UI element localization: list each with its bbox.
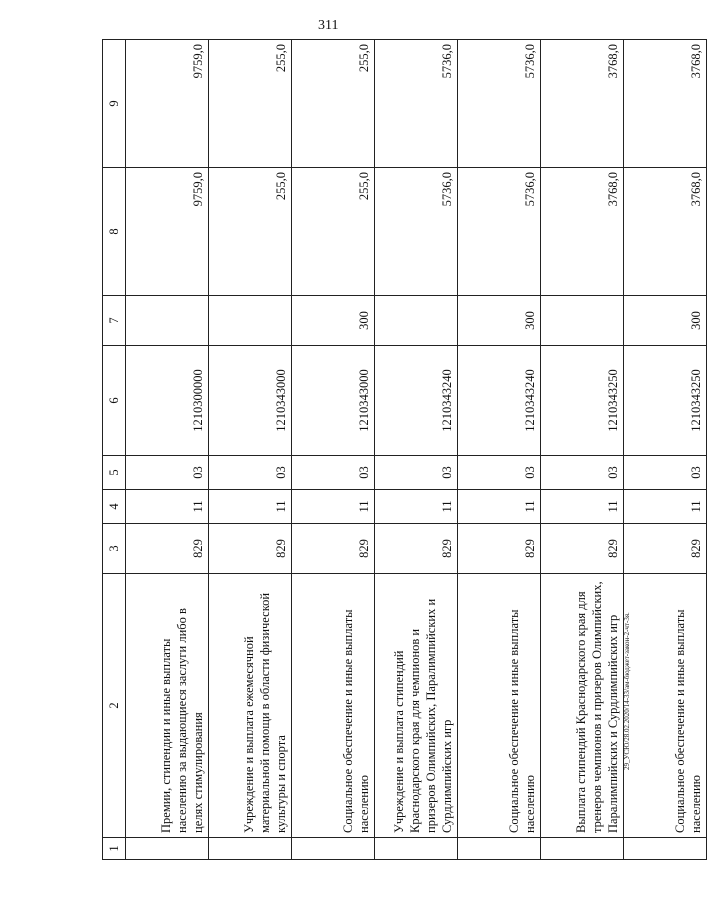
cell: 1210343000	[209, 346, 292, 456]
amount-cell: 5736,0	[375, 40, 458, 168]
amount-cell: 255,0	[292, 40, 375, 168]
table-row	[458, 40, 541, 860]
cell: 1210300000	[126, 346, 209, 456]
cell: 03	[209, 456, 292, 490]
cell: 300	[458, 296, 541, 346]
amount-cell: 3768,0	[541, 168, 624, 296]
cell: 1210343000	[292, 346, 375, 456]
table-row	[126, 40, 209, 860]
header-cell: 4	[103, 490, 126, 524]
cell	[541, 838, 624, 860]
cell	[292, 838, 375, 860]
cell	[209, 838, 292, 860]
cell	[126, 296, 209, 346]
cell: 11	[541, 490, 624, 524]
cell: 829	[624, 524, 707, 574]
cell: 300	[292, 296, 375, 346]
cell: 11	[209, 490, 292, 524]
amount-cell: 9759,0	[126, 40, 209, 168]
item-name: Социальное обеспечение и иные выплаты населению	[292, 574, 375, 838]
item-name: Выплата стипендий Краснодарского края для тренеров чемпионов и призеров Олимпийских, Паралимпийских и Сурдлимпийских игр	[541, 574, 624, 838]
cell: 829	[292, 524, 375, 574]
cell: 11	[624, 490, 707, 524]
item-name: Премии, стипендии и иные выплаты населению за выдающиеся заслуги либо в целях стимулирования	[126, 574, 209, 838]
header-cell: 6	[103, 346, 126, 456]
cell: 03	[126, 456, 209, 490]
amount-cell: 5736,0	[375, 168, 458, 296]
item-name: Социальное обеспечение и иные выплаты населению	[458, 574, 541, 838]
cell: 1210343240	[375, 346, 458, 456]
cell: 03	[292, 456, 375, 490]
page-number: 311	[318, 18, 339, 33]
cell	[624, 838, 707, 860]
item-name: Социальное обеспечение и иные выплаты населению	[624, 574, 707, 838]
budget-table	[102, 39, 707, 860]
amount-cell: 3768,0	[624, 168, 707, 296]
cell: 300	[624, 296, 707, 346]
table-row	[375, 40, 458, 860]
item-name: Учреждение и выплата стипендий Краснодарского края для чемпионов и призеров Олимпийских, Паралимпийских и Сурдлимпийских игр	[375, 574, 458, 838]
cell: 11	[458, 490, 541, 524]
side-note: 29_УСЮ/28.02.2020/14-33/ам-бюджет-закон-2-чт-3я.	[623, 612, 631, 770]
cell: 1210343250	[541, 346, 624, 456]
header-cell: 9	[103, 40, 126, 168]
cell	[458, 838, 541, 860]
cell: 11	[126, 490, 209, 524]
amount-cell: 3768,0	[624, 40, 707, 168]
item-name: Учреждение и выплата ежемесячной материальной помощи в области физической культуры и спорта	[209, 574, 292, 838]
header-cell: 8	[103, 168, 126, 296]
cell	[126, 838, 209, 860]
cell: 03	[458, 456, 541, 490]
table-row	[209, 40, 292, 860]
cell	[375, 838, 458, 860]
cell: 829	[541, 524, 624, 574]
table-row	[292, 40, 375, 860]
cell: 03	[375, 456, 458, 490]
amount-cell: 9759,0	[126, 168, 209, 296]
cell	[209, 296, 292, 346]
cell: 829	[375, 524, 458, 574]
cell: 03	[541, 456, 624, 490]
cell: 829	[458, 524, 541, 574]
cell: 11	[292, 490, 375, 524]
cell: 1210343240	[458, 346, 541, 456]
header-cell: 1	[103, 838, 126, 860]
header-cell: 7	[103, 296, 126, 346]
cell: 03	[624, 456, 707, 490]
header-cell: 5	[103, 456, 126, 490]
cell: 829	[126, 524, 209, 574]
header-row	[103, 40, 126, 860]
amount-cell: 255,0	[209, 168, 292, 296]
header-cell: 3	[103, 524, 126, 574]
header-cell: 2	[103, 574, 126, 838]
table-row	[624, 40, 707, 860]
amount-cell: 255,0	[292, 168, 375, 296]
cell	[375, 296, 458, 346]
amount-cell: 3768,0	[541, 40, 624, 168]
amount-cell: 5736,0	[458, 168, 541, 296]
amount-cell: 5736,0	[458, 40, 541, 168]
amount-cell: 255,0	[209, 40, 292, 168]
cell: 11	[375, 490, 458, 524]
cell: 829	[209, 524, 292, 574]
table-row	[541, 40, 624, 860]
cell: 1210343250	[624, 346, 707, 456]
cell	[541, 296, 624, 346]
